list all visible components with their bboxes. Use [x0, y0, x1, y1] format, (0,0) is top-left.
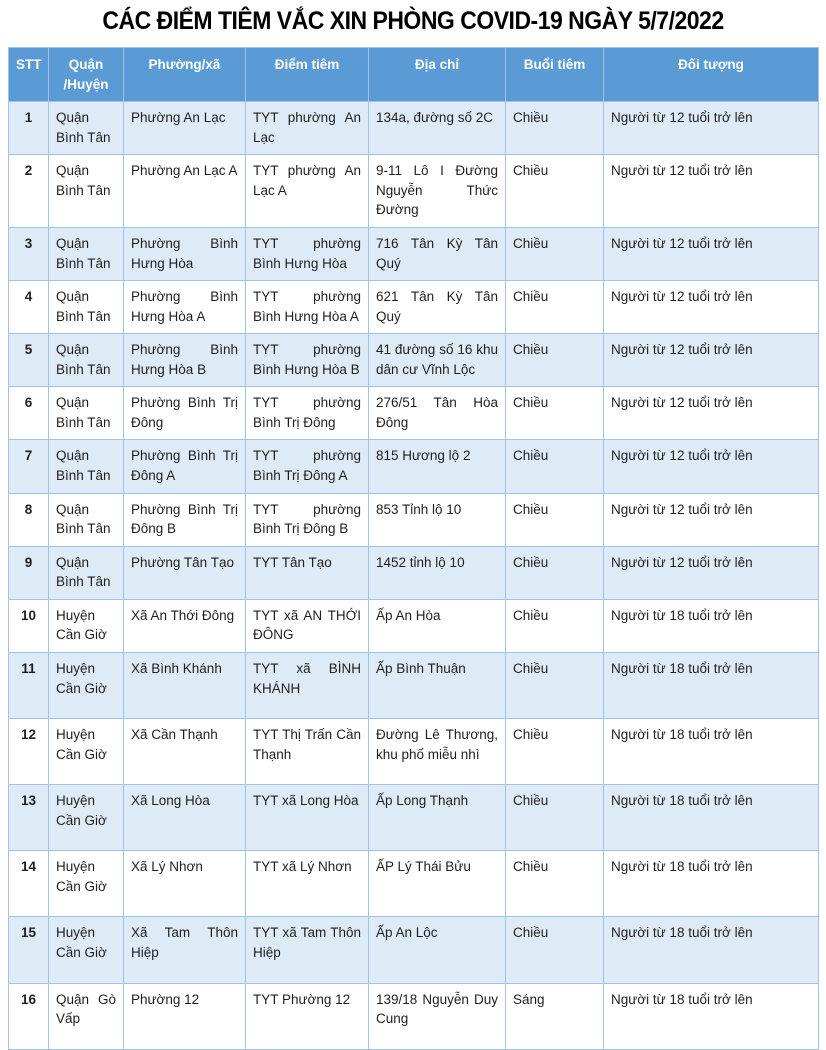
cell-stt: 14: [9, 851, 49, 917]
cell-shift: Chiều: [506, 440, 604, 493]
cell-district: Quận Bình Tân: [49, 281, 124, 334]
cell-stt: 1: [9, 102, 49, 155]
cell-district: Huyện Cần Giờ: [49, 719, 124, 785]
cell-audience: Người từ 18 tuổi trở lên: [604, 851, 819, 917]
cell-ward: Phường Bình Trị Đông B: [124, 493, 246, 546]
cell-address: 134a, đường số 2C: [369, 102, 506, 155]
column-header-audience: Đối tượng: [604, 48, 819, 102]
table-header: [9, 48, 819, 102]
column-header-address: Địa chỉ: [369, 48, 506, 102]
cell-district: Huyện Cần Giờ: [49, 652, 124, 718]
cell-site: TYT xã Lý Nhơn: [246, 851, 369, 917]
cell-address: 276/51 Tân Hòa Đông: [369, 387, 506, 440]
cell-shift: Chiều: [506, 719, 604, 785]
cell-shift: Chiều: [506, 917, 604, 983]
table-row: [9, 440, 819, 493]
table-row: [9, 334, 819, 387]
table-row: [9, 785, 819, 851]
table-row: [9, 387, 819, 440]
cell-audience: Người từ 12 tuổi trở lên: [604, 440, 819, 493]
cell-ward: Phường An Lạc: [124, 102, 246, 155]
cell-ward: Phường Bình Trị Đông: [124, 387, 246, 440]
cell-stt: 4: [9, 281, 49, 334]
cell-audience: Người từ 12 tuổi trở lên: [604, 102, 819, 155]
cell-audience: Người từ 12 tuổi trở lên: [604, 546, 819, 599]
cell-address: Ấp Bình Thuận: [369, 652, 506, 718]
cell-district: Huyện Cần Giờ: [49, 851, 124, 917]
table-row: [9, 546, 819, 599]
cell-site: TYT xã Long Hòa: [246, 785, 369, 851]
cell-district: Huyện Cần Giờ: [49, 917, 124, 983]
cell-address: ẤP Lý Thái Bửu: [369, 851, 506, 917]
cell-ward: Phường Bình Hưng Hòa B: [124, 334, 246, 387]
cell-ward: Xã Bình Khánh: [124, 652, 246, 718]
cell-site: TYT phường Bình Hưng Hòa A: [246, 281, 369, 334]
cell-site: TYT xã AN THỚI ĐÔNG: [246, 599, 369, 652]
cell-audience: Người từ 18 tuổi trở lên: [604, 599, 819, 652]
cell-stt: 8: [9, 493, 49, 546]
column-header-district: Quận /Huyện: [49, 48, 124, 102]
cell-site: TYT phường An Lạc A: [246, 155, 369, 228]
cell-audience: Người từ 12 tuổi trở lên: [604, 281, 819, 334]
cell-audience: Người từ 18 tuổi trở lên: [604, 719, 819, 785]
cell-stt: 6: [9, 387, 49, 440]
header-row: [9, 48, 819, 102]
column-header-stt: STT: [9, 48, 49, 102]
table-row: [9, 983, 819, 1049]
cell-shift: Sáng: [506, 983, 604, 1049]
cell-site: TYT phường Bình Hưng Hòa: [246, 227, 369, 280]
cell-shift: Chiều: [506, 155, 604, 228]
cell-address: Ấp An Hòa: [369, 599, 506, 652]
cell-ward: Xã Cần Thạnh: [124, 719, 246, 785]
cell-site: TYT Thị Trấn Cần Thạnh: [246, 719, 369, 785]
cell-stt: 12: [9, 719, 49, 785]
cell-ward: Phường Tân Tạo: [124, 546, 246, 599]
cell-address: 621 Tân Kỳ Tân Quý: [369, 281, 506, 334]
cell-stt: 5: [9, 334, 49, 387]
table-row: [9, 652, 819, 718]
cell-stt: 10: [9, 599, 49, 652]
cell-stt: 13: [9, 785, 49, 851]
cell-district: Quận Bình Tân: [49, 227, 124, 280]
cell-district: Quận Bình Tân: [49, 155, 124, 228]
cell-site: TYT phường An Lạc: [246, 102, 369, 155]
cell-stt: 9: [9, 546, 49, 599]
cell-site: TYT xã BÌNH KHÁNH: [246, 652, 369, 718]
cell-ward: Phường An Lạc A: [124, 155, 246, 228]
cell-audience: Người từ 12 tuổi trở lên: [604, 493, 819, 546]
table-body: [9, 102, 819, 1050]
table-row: [9, 719, 819, 785]
cell-district: Huyện Cần Giờ: [49, 785, 124, 851]
cell-audience: Người từ 12 tuổi trở lên: [604, 155, 819, 228]
cell-district: Huyện Cần Giờ: [49, 599, 124, 652]
cell-district: Quận Gò Vấp: [49, 983, 124, 1049]
cell-stt: 7: [9, 440, 49, 493]
cell-ward: Phường Bình Hưng Hòa: [124, 227, 246, 280]
cell-address: 9-11 Lô I Đường Nguyễn Thức Đường: [369, 155, 506, 228]
table-row: [9, 102, 819, 155]
cell-audience: Người từ 12 tuổi trở lên: [604, 334, 819, 387]
cell-site: TYT phường Bình Hưng Hòa B: [246, 334, 369, 387]
cell-address: 1452 tỉnh lộ 10: [369, 546, 506, 599]
cell-shift: Chiều: [506, 851, 604, 917]
table-row: [9, 917, 819, 983]
cell-ward: Xã An Thới Đông: [124, 599, 246, 652]
cell-site: TYT xã Tam Thôn Hiệp: [246, 917, 369, 983]
cell-shift: Chiều: [506, 281, 604, 334]
cell-site: TYT phường Bình Trị Đông: [246, 387, 369, 440]
cell-shift: Chiều: [506, 652, 604, 718]
cell-ward: Phường Bình Trị Đông A: [124, 440, 246, 493]
column-header-ward: Phường/xã: [124, 48, 246, 102]
table-row: [9, 851, 819, 917]
column-header-site: Điểm tiêm: [246, 48, 369, 102]
cell-stt: 15: [9, 917, 49, 983]
cell-shift: Chiều: [506, 227, 604, 280]
cell-site: TYT Tân Tạo: [246, 546, 369, 599]
cell-stt: 16: [9, 983, 49, 1049]
column-header-shift: Buổi tiêm: [506, 48, 604, 102]
table-row: [9, 599, 819, 652]
cell-shift: Chiều: [506, 102, 604, 155]
cell-shift: Chiều: [506, 493, 604, 546]
cell-site: TYT phường Bình Trị Đông B: [246, 493, 369, 546]
cell-audience: Người từ 18 tuổi trở lên: [604, 917, 819, 983]
cell-audience: Người từ 18 tuổi trở lên: [604, 785, 819, 851]
cell-district: Quận Bình Tân: [49, 387, 124, 440]
cell-ward: Phường 12: [124, 983, 246, 1049]
cell-shift: Chiều: [506, 546, 604, 599]
table-row: [9, 227, 819, 280]
cell-district: Quận Bình Tân: [49, 440, 124, 493]
cell-ward: Xã Long Hòa: [124, 785, 246, 851]
cell-address: 139/18 Nguyễn Duy Cung: [369, 983, 506, 1049]
cell-stt: 11: [9, 652, 49, 718]
table-row: [9, 155, 819, 228]
cell-audience: Người từ 18 tuổi trở lên: [604, 983, 819, 1049]
cell-address: 716 Tân Kỳ Tân Quý: [369, 227, 506, 280]
cell-ward: Xã Lý Nhơn: [124, 851, 246, 917]
cell-shift: Chiều: [506, 785, 604, 851]
cell-site: TYT Phường 12: [246, 983, 369, 1049]
cell-ward: Phường Bình Hưng Hòa A: [124, 281, 246, 334]
cell-district: Quận Bình Tân: [49, 493, 124, 546]
cell-address: Ấp Long Thạnh: [369, 785, 506, 851]
cell-district: Quận Bình Tân: [49, 546, 124, 599]
cell-shift: Chiều: [506, 599, 604, 652]
cell-address: 815 Hương lộ 2: [369, 440, 506, 493]
cell-audience: Người từ 12 tuổi trở lên: [604, 387, 819, 440]
table-row: [9, 493, 819, 546]
cell-address: Ấp An Lộc: [369, 917, 506, 983]
cell-address: Đường Lê Thương, khu phố miễu nhì: [369, 719, 506, 785]
cell-shift: Chiều: [506, 334, 604, 387]
cell-address: 853 Tỉnh lộ 10: [369, 493, 506, 546]
cell-shift: Chiều: [506, 387, 604, 440]
cell-district: Quận Bình Tân: [49, 102, 124, 155]
cell-address: 41 đường số 16 khu dân cư Vĩnh Lộc: [369, 334, 506, 387]
cell-stt: 2: [9, 155, 49, 228]
cell-stt: 3: [9, 227, 49, 280]
page-title: CÁC ĐIỂM TIÊM VẮC XIN PHÒNG COVID-19 NGÀY 5/7/2022: [102, 6, 724, 35]
vaccination-points-table: [8, 47, 819, 1050]
cell-ward: Xã Tam Thôn Hiệp: [124, 917, 246, 983]
cell-audience: Người từ 18 tuổi trở lên: [604, 652, 819, 718]
table-row: [9, 281, 819, 334]
cell-audience: Người từ 12 tuổi trở lên: [604, 227, 819, 280]
cell-site: TYT phường Bình Trị Đông A: [246, 440, 369, 493]
cell-district: Quận Bình Tân: [49, 334, 124, 387]
